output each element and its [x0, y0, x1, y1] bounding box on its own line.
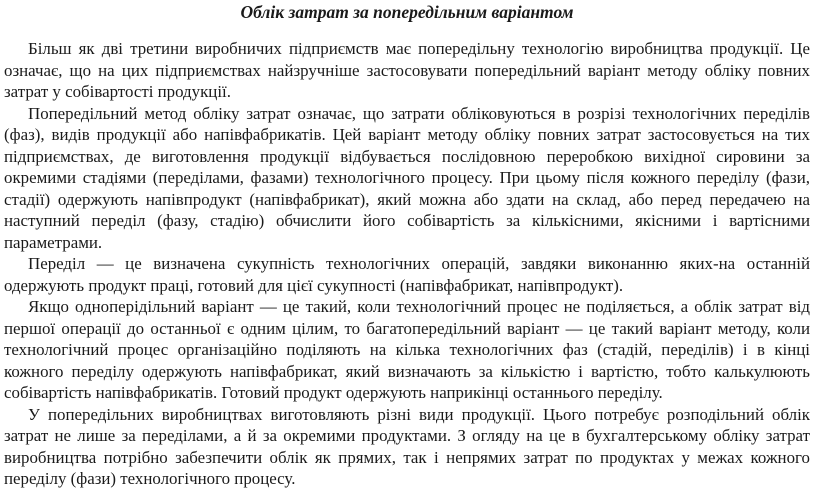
paragraph-3: Переділ — це визначена сукупність технологічних операцій, завдяки виконанню яких-на останній одержують продукт праці, готовий для цієї сукупності (напівфабрикат, напівпродукт). [4, 254, 810, 295]
paragraph-4: Якщо одноперідільний варіант — це такий, коли технологічний процес не поділяється, а облік затрат від першої операції до останньої є одним цілим, то багатопередільний варіант — це такий варіант методу, коли технологічний процес організаційно поділяють на кілька технологічних фаз (стадій, переділів) і в кінці кожного переділу одержують напівфабрикат, який визначають за кількістю і вартістю, тобто калькулюють собівартість напівфабрикатів. Готовий продукт одержують наприкінці останнього переділу. [4, 297, 810, 402]
paragraph-1: Більш як дві третини виробничих підприємств має попередільну технологію виробництва продукції. Це означає, що на цих підприємствах найзручніше застосовувати попередільний варіант методу обліку повних затрат у собівартості продукції. [4, 39, 810, 101]
document-body [4, 38, 810, 490]
document-title: Облік затрат за попередільним варіантом [240, 2, 574, 22]
paragraph-5: У попередільних виробництвах виготовляють різні види продукції. Цього потребує розподільний облік затрат не лише за переділами, а й за окремими продуктами. З огляду на це в бухгалтерському обліку затрат виробництва потрібно забезпечити облік як прямих, так і непрямих затрат по продуктах у межах кожного переділу (фази) технологічного процесу. [4, 404, 810, 488]
paragraph-2: Попередільний метод обліку затрат означає, що затрати обліковуються в розрізі технологічних переділів (фаз), видів продукції або напівфабрикатів. Цей варіант методу обліку повних затрат застосовується на тих підприємствах, де виготовлення продукції відбувається послідовною переробкою вихідної сировини за окремими стадіями (переділами, фазами) технологічного процесу. При цьому після кожного переділу (фази, стадії) одержують напівпродукт (напівфабрикат), який можна або здати на склад, або перед передачею на наступний переділ (фазу, стадію) обчислити його собівартість за кількісними, якісними і вартісними параметрами. [4, 103, 810, 252]
